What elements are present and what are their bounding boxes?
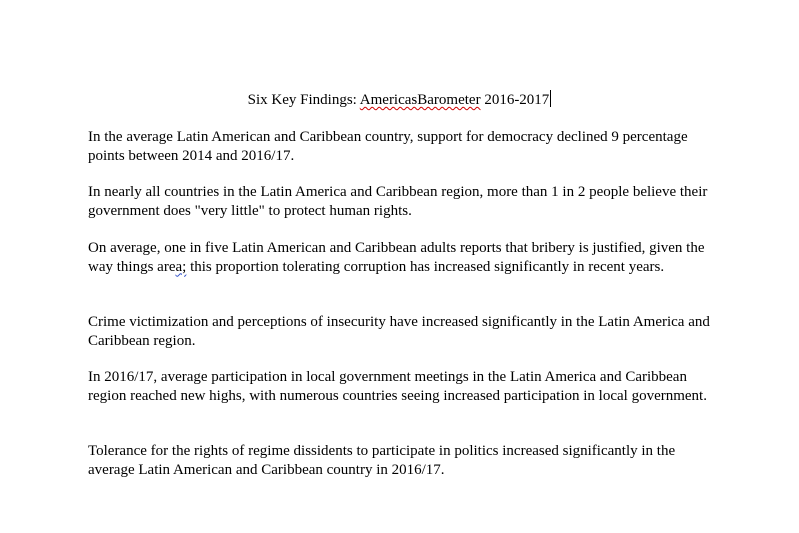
- finding-paragraph-6: Tolerance for the rights of regime dissidents to participate in politics increased significantly in the average Latin American and Caribbean country in 2016/17.: [88, 443, 676, 478]
- title-text-prefix: Six Key Findings:: [247, 92, 360, 108]
- text-cursor: [550, 90, 551, 107]
- title-text-suffix: 2016-2017: [480, 92, 550, 108]
- paragraph-3-text-start: On average, one in five Latin American and Caribbean adults reports that bribery is justified, given the way things are: [88, 240, 705, 275]
- document-title: [0, 90, 799, 110]
- paragraph-3-text-end: this proportion tolerating corruption has increased significantly in recent years.: [186, 258, 665, 275]
- finding-paragraph-1: In the average Latin American and Caribbean country, support for democracy declined 9 percentage points between 2014 and 2016/17.: [88, 129, 688, 164]
- spelling-flagged-word: AmericasBarometer: [359, 92, 481, 108]
- finding-paragraph-4: Crime victimization and perceptions of insecurity have increased significantly in the Latin America and Caribbean region.: [88, 314, 710, 349]
- finding-paragraph-3: [88, 239, 713, 276]
- grammar-flagged-text: a;: [175, 258, 187, 275]
- finding-paragraph-5: In 2016/17, average participation in local government meetings in the Latin America and Caribbean region reached new highs, with numerous countries seeing increased participation in local government.: [88, 369, 707, 404]
- finding-paragraph-2: In nearly all countries in the Latin America and Caribbean region, more than 1 in 2 people believe their government does "very little" to protect human rights.: [88, 184, 708, 219]
